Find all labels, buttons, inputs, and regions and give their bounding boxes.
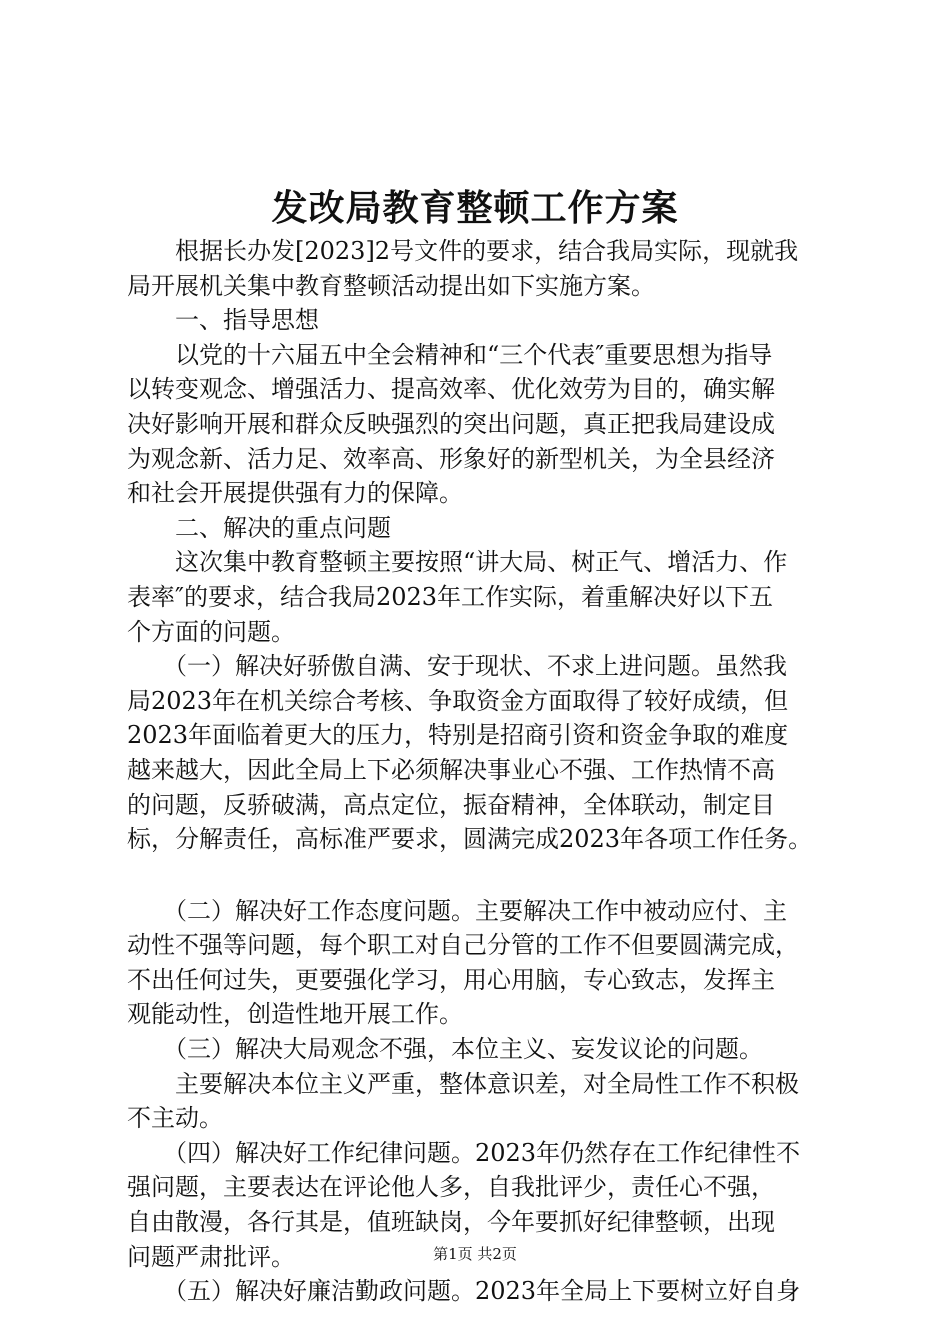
text-line: 强问题，主要表达在评论他人多，自我批评少，责任心不强，	[127, 1173, 775, 1202]
text-line: 和社会开展提供强有力的保障。	[127, 479, 463, 508]
text-line: （一）解决好骄傲自满、安于现状、不求上进问题。虽然我	[127, 652, 787, 681]
text-line: 主要解决本位主义严重，整体意识差，对全局性工作不积极	[127, 1069, 799, 1098]
text-line: 的问题，反骄破满，高点定位，振奋精神，全体联动，制定目	[127, 790, 775, 819]
text-line: （三）解决大局观念不强，本位主义、妄发议论的问题。	[127, 1035, 763, 1064]
text-line: 局开展机关集中教育整顿活动提出如下实施方案。	[127, 271, 655, 300]
text-line: 动性不强等问题，每个职工对自己分管的工作不但要圆满完成，	[127, 931, 799, 960]
text-line: 表率″的要求，结合我局2023年工作实际，着重解决好以下五	[127, 582, 774, 611]
text-line: 以党的十六届五中全会精神和“三个代表″重要思想为指导	[127, 340, 773, 369]
page-number-footer: 第1页 共2页	[433, 1245, 517, 1263]
text-line: 个方面的问题。	[127, 617, 295, 646]
text-line: 不主动。	[127, 1104, 223, 1133]
text-line: 2023年面临着更大的压力，特别是招商引资和资金争取的难度	[127, 721, 789, 750]
text-line: （二）解决好工作态度问题。主要解决工作中被动应付、主	[127, 896, 787, 925]
text-line: 不出任何过失，更要强化学习，用心用脑，专心致志，发挥主	[127, 965, 775, 994]
text-line: 决好影响开展和群众反映强烈的突出问题，真正把我局建设成	[127, 409, 775, 438]
text-line: 问题严肃批评。	[127, 1242, 295, 1271]
text-line: 这次集中教育整顿主要按照“讲大局、树正气、增活力、作	[127, 548, 788, 577]
paragraph-gap	[127, 857, 827, 894]
text-line: 局2023年在机关综合考核、争取资金方面取得了较好成绩，但	[127, 686, 789, 715]
section-heading: 一、指导思想	[127, 306, 319, 335]
text-line: （四）解决好工作纪律问题。2023年仍然存在工作纪律性不	[127, 1138, 801, 1167]
text-line: 标，分解责任，高标准严要求，圆满完成2023年各项工作任务。	[127, 825, 813, 854]
text-line: 自由散漫，各行其是，值班缺岗，今年要抓好纪律整顿，出现	[127, 1208, 775, 1237]
text-line: 越来越大，因此全局上下必须解决事业心不强、工作热情不高	[127, 755, 775, 784]
document-body	[127, 234, 827, 1309]
text-line: 根据长办发[2023]2号文件的要求，结合我局实际，现就我	[127, 237, 799, 265]
text-line: （五）解决好廉洁勤政问题。2023年全局上下要树立好自身	[127, 1277, 801, 1306]
text-line: 以转变观念、增强活力、提高效率、优化效劳为目的，确实解	[127, 375, 775, 404]
text-line: 为观念新、活力足、效率高、形象好的新型机关，为全县经济	[127, 444, 775, 473]
section-heading: 二、解决的重点问题	[127, 513, 391, 542]
document-title: 发改局教育整顿工作方案	[271, 187, 679, 229]
text-line: 观能动性，创造性地开展工作。	[127, 1000, 463, 1029]
